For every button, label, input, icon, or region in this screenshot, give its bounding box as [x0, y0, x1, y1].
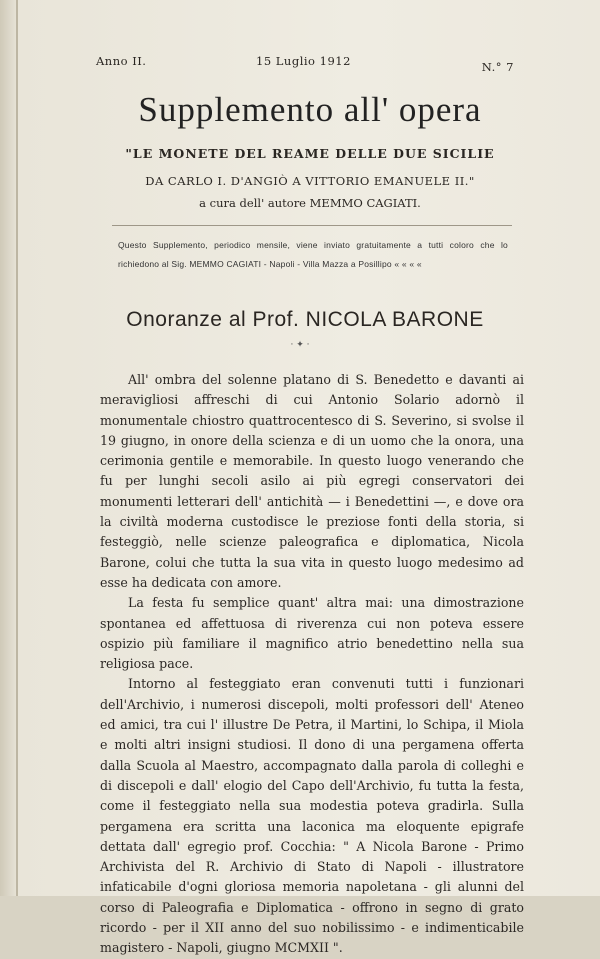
paragraph: Intorno al festeggiato eran convenuti tutti i funzionari dell'Archivio, i numerosi discepoli, molti professori dell' Ateneo ed amici, tra cui l' illustre De Petra, il Martini, lo Schipa, il Miola e molti altri insigni studiosi. Il dono di una pergamena offerta dalla Scuola al Maestro, accompagnato dalla parola di colleghi e di discepoli e dall' elogio del Capo dell'Archivio, fu tutta la festa, come il festeggiato nella sua modestia poteva gradirla. Sulla pergamena era scritta una laconica ma eloquente epigrafe dettata dall' egregio prof. Cocchia: " A Nicola Barone - Primo Archivista del R. Archivio di Stato di Napoli - illustratore infaticabile d'ogni gloriosa memoria napoletana - gli alunni del corso di Paleografia e Diplomatica - offrono in segno di grato ricordo - per il XII anno del suo nobilissimo - e indimenticabile magistero - Napoli, giugno MCMXII ".: [100, 676, 524, 956]
distribution-notice: Questo Supplemento, periodico mensile, viene inviato gratuitamente a tutti coloro che lo richiedono al Sig. MEMMO CAGIATI - Napoli - Villa Mazza a Posillipo « « « «: [118, 240, 508, 269]
subtitle-line-1: "LE MONETE DEL REAME DELLE DUE SICILIE: [125, 146, 495, 161]
article-title: Onoranze al Prof. NICOLA BARONE: [126, 308, 484, 331]
paragraph: All' ombra del solenne platano di S. Benedetto e davanti ai meravigliosi affreschi di cui Antonio Solario adornò il monumentale chiostro quattrocentesco di S. Severino, si svolse il 19 giugno, in onore della scienza e di un uomo che la onora, una cerimonia gentile e memorabile. In questo luogo venerando che fu per lunghi secoli asilo ai più egregi conservatori dei monumenti letterari dell' antichità — i Benedettini —, e dove ora la civiltà moderna custodisce le preziose fonti della storia, si festeggiò, nelle scienze paleografica e diplomatica, Nicola Barone, colui che tutta la sua vita in questo luogo medesimo ad esse ha dedicata con amore.: [100, 372, 524, 590]
issue-number: N.° 7: [481, 60, 514, 74]
publication-title: Supplemento all' opera: [138, 90, 482, 129]
masthead-row: [96, 54, 514, 72]
article-body: [100, 370, 524, 959]
page-fold: [16, 0, 18, 896]
year-label: Anno II.: [96, 54, 147, 68]
header-divider: [112, 225, 512, 226]
paragraph: La festa fu semplice quant' altra mai: una dimostrazione spontanea ed affettuosa di riverenza cui non poteva essere ospizio più familiare il magnifico atrio benedettino nella sua religiosa pace.: [100, 595, 524, 672]
editor-credit: a cura dell' autore MEMMO CAGIATI.: [199, 196, 421, 210]
subtitle-line-2: DA CARLO I. D'ANGIÒ A VITTORIO EMANUELE II.": [145, 174, 475, 188]
ornament-divider: · ✦ ·: [290, 340, 310, 350]
issue-date: 15 Luglio 1912: [256, 54, 351, 68]
